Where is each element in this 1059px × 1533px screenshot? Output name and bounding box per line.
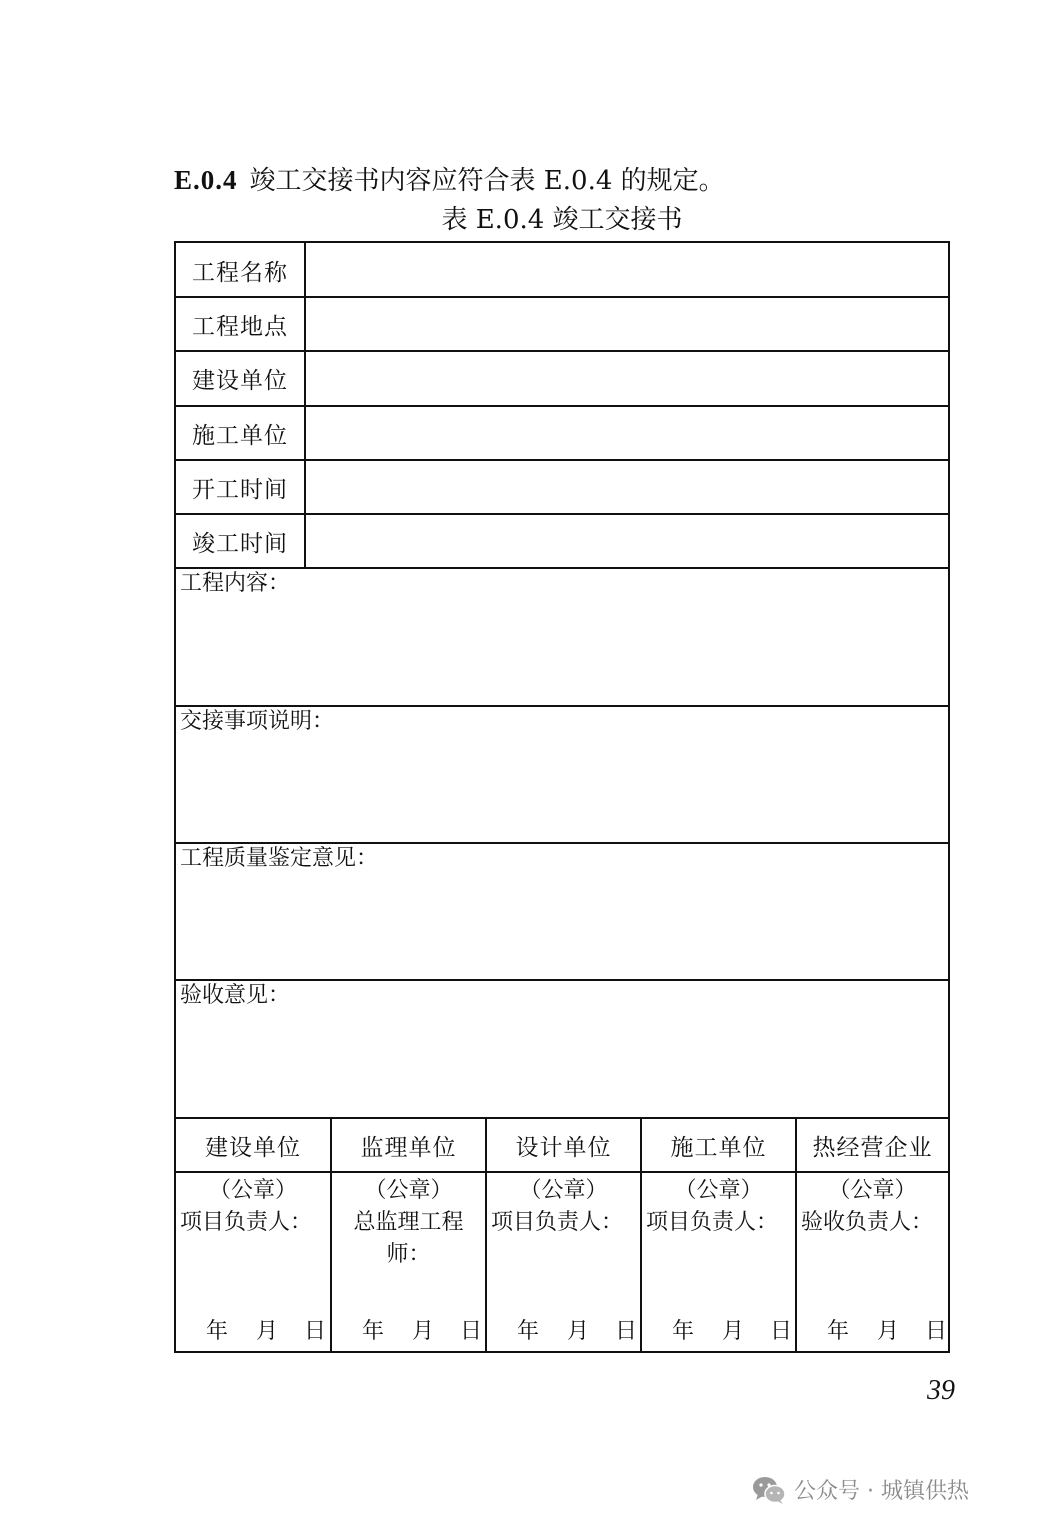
wechat-watermark: [752, 1474, 969, 1505]
party-header-contractor: 施工单位: [670, 1134, 767, 1161]
date-month: 月: [256, 1319, 279, 1344]
date-line: [487, 1315, 640, 1349]
party-header-heat-operator: 热经营企业: [812, 1134, 933, 1161]
seal-label: （公章）: [828, 1178, 917, 1203]
date-line: [797, 1315, 948, 1349]
field-value-construction-unit[interactable]: [306, 351, 948, 406]
seal-label: （公章）: [208, 1178, 297, 1203]
field-label-project-name: 工程名称: [192, 259, 288, 286]
block-label-quality-assessment: 工程质量鉴定意见：: [180, 846, 379, 871]
field-value-completion-date[interactable]: [306, 514, 948, 568]
clause-text: 竣工交接书内容应符合表 E.0.4 的规定。: [249, 166, 725, 196]
signer-label: 总监理工程师：: [353, 1210, 464, 1267]
date-day: 日: [304, 1319, 327, 1344]
watermark-text: 公众号 · 城镇供热: [794, 1479, 969, 1504]
date-month: 月: [567, 1319, 590, 1344]
party-header-owner: 建设单位: [205, 1134, 301, 1161]
date-month: 月: [877, 1319, 900, 1344]
signature-cell-supervisor[interactable]: [332, 1173, 485, 1351]
signer-label: 项目负责人：: [180, 1210, 313, 1235]
column-divider: [304, 243, 306, 568]
date-day: 日: [615, 1319, 638, 1344]
block-label-handover-notes: 交接事项说明：: [180, 709, 335, 734]
date-line: [332, 1315, 485, 1349]
block-handover-notes[interactable]: [176, 707, 948, 842]
field-label-start-date: 开工时间: [192, 476, 288, 503]
signature-cell-contractor[interactable]: [642, 1173, 795, 1351]
block-quality-assessment[interactable]: [176, 844, 948, 979]
info-row-start-date: [176, 460, 948, 514]
info-row-completion-date: [176, 514, 948, 568]
info-row-project-location: [176, 297, 948, 351]
date-year: 年: [206, 1319, 229, 1344]
info-row-contractor: [176, 406, 948, 460]
field-label-project-location: 工程地点: [192, 313, 288, 340]
field-value-project-location[interactable]: [306, 297, 948, 351]
clause-number: E.0.4: [174, 165, 238, 195]
completion-handover-form: [174, 241, 950, 1353]
seal-label: （公章）: [364, 1178, 453, 1203]
table-caption: 表 E.0.4 竣工交接书: [441, 205, 683, 235]
field-label-construction-unit: 建设单位: [192, 368, 288, 394]
signer-label: 验收负责人：: [801, 1210, 934, 1235]
date-month: 月: [722, 1319, 745, 1344]
date-month: 月: [412, 1319, 435, 1344]
field-value-project-name[interactable]: [306, 243, 948, 297]
wechat-icon: [752, 1475, 786, 1505]
party-header-supervisor: 监理单位: [360, 1134, 457, 1161]
signer-label: 项目负责人：: [646, 1210, 779, 1235]
seal-label: （公章）: [519, 1178, 608, 1203]
field-label-completion-date: 竣工时间: [192, 530, 288, 557]
date-year: 年: [517, 1319, 540, 1344]
page-number: 39: [927, 1375, 955, 1406]
date-year: 年: [827, 1319, 850, 1344]
field-value-contractor[interactable]: [306, 406, 948, 460]
clause-heading: [174, 160, 725, 201]
date-day: 日: [925, 1319, 948, 1344]
date-line: [176, 1315, 330, 1349]
block-label-project-content: 工程内容：: [180, 571, 291, 596]
signature-cell-designer[interactable]: [487, 1173, 640, 1351]
party-header-designer: 设计单位: [515, 1134, 612, 1161]
signature-cell-heat-operator[interactable]: [797, 1173, 948, 1351]
date-year: 年: [672, 1319, 695, 1344]
date-year: 年: [362, 1319, 385, 1344]
date-line: [642, 1315, 795, 1349]
block-acceptance-opinion[interactable]: [176, 981, 948, 1117]
info-row-project-name: [176, 243, 948, 297]
signer-label: 项目负责人：: [491, 1210, 624, 1235]
signature-cell-owner[interactable]: [176, 1173, 330, 1351]
info-row-construction-unit: [176, 351, 948, 406]
seal-label: （公章）: [674, 1178, 763, 1203]
date-day: 日: [770, 1319, 793, 1344]
block-project-content[interactable]: [176, 569, 948, 705]
field-label-contractor: 施工单位: [192, 422, 288, 449]
field-value-start-date[interactable]: [306, 460, 948, 514]
date-day: 日: [460, 1319, 483, 1344]
block-label-acceptance-opinion: 验收意见：: [180, 983, 291, 1008]
